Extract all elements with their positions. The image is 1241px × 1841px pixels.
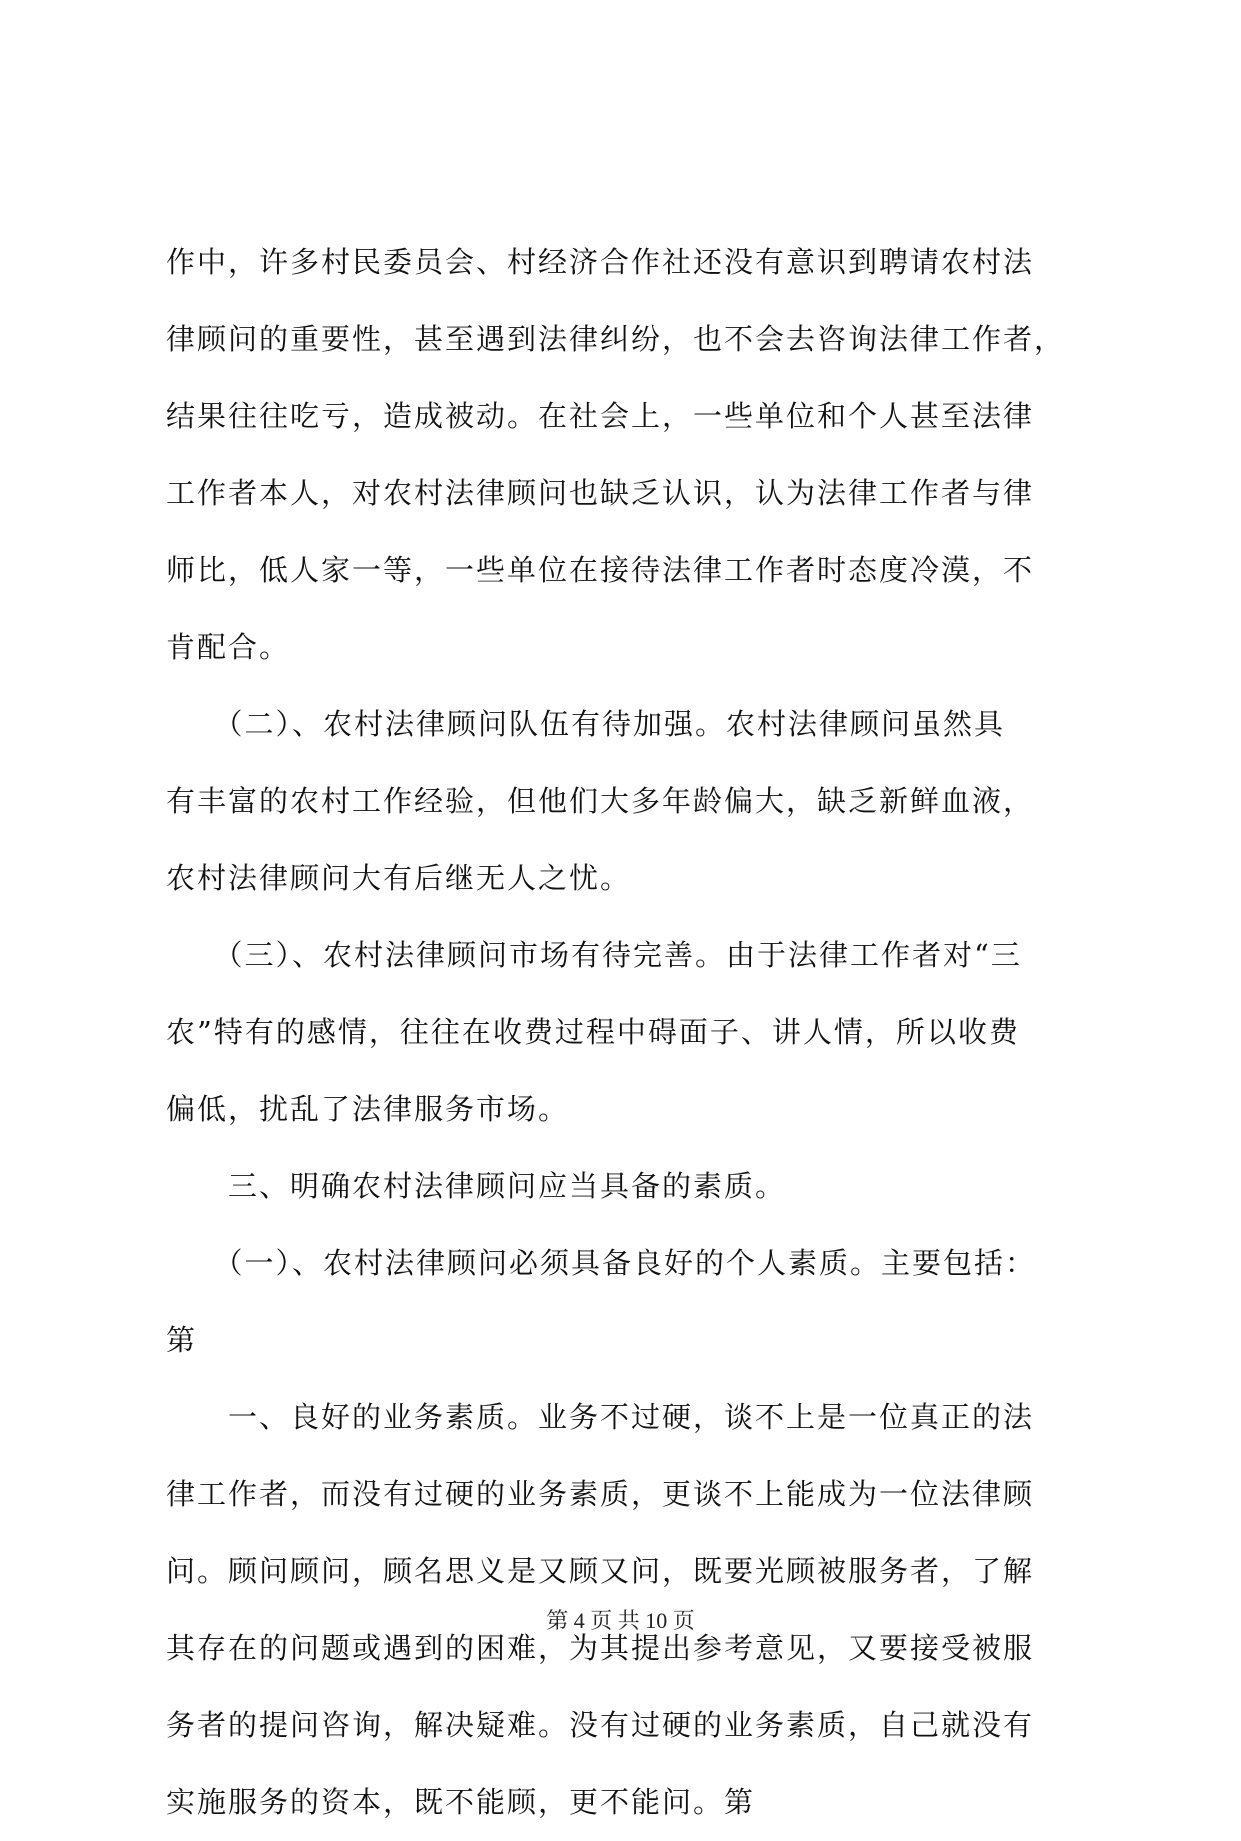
text-line: 农村法律顾问大有后继无人之忧。: [166, 861, 632, 895]
text-line: 工作者本人，对农村法律顾问也缺乏认识，认为法律工作者与律: [166, 476, 1035, 510]
page-footer: [0, 1604, 1241, 1635]
text-line: （一）、农村法律顾问必须具备良好的个人素质。主要包括：: [166, 1246, 1037, 1280]
page-number: 第 4 页 共 10 页: [546, 1608, 695, 1633]
text-line: 律顾问的重要性，甚至遇到法律纠纷，也不会去咨询法律工作者，: [166, 322, 1066, 356]
text-line: 律工作者，而没有过硬的业务素质，更谈不上能成为一位法律顾: [166, 1477, 1035, 1511]
text-line: 一、良好的业务素质。业务不过硬，谈不上是一位真正的法: [166, 1400, 1035, 1434]
text-line: （二）、农村法律顾问队伍有待加强。农村法律顾问虽然具: [166, 707, 1006, 741]
text-line: 作中，许多村民委员会、村经济合作社还没有意识到聘请农村法: [166, 245, 1035, 279]
text-line: 肯配合。: [166, 630, 291, 664]
text-line: 问。顾问顾问，顾名思义是又顾又问，既要光顾被服务者，了解: [166, 1554, 1035, 1588]
text-line: 三、明确农村法律顾问应当具备的素质。: [166, 1169, 787, 1203]
text-line: 农”特有的感情，往往在收费过程中碍面子、讲人情，所以收费: [166, 1015, 1020, 1049]
text-line: 偏低，扰乱了法律服务市场。: [166, 1092, 570, 1126]
text-line: 实施服务的资本，既不能顾，更不能问。第: [166, 1785, 756, 1819]
text-line: 师比，低人家一等，一些单位在接待法律工作者时态度冷漠，不: [166, 553, 1035, 587]
body-text: [166, 224, 1076, 1841]
text-line: 务者的提问咨询，解决疑难。没有过硬的业务素质，自己就没有: [166, 1708, 1035, 1742]
text-line: 第: [166, 1323, 198, 1357]
text-line: 结果往往吃亏，造成被动。在社会上，一些单位和个人甚至法律: [166, 399, 1035, 433]
text-line: 其存在的问题或遇到的困难，为其提出参考意见，又要接受被服: [166, 1631, 1035, 1665]
text-line: （三）、农村法律顾问市场有待完善。由于法律工作者对“三: [166, 938, 1022, 972]
text-line: 有丰富的农村工作经验，但他们大多年龄偏大，缺乏新鲜血液，: [166, 784, 1035, 818]
